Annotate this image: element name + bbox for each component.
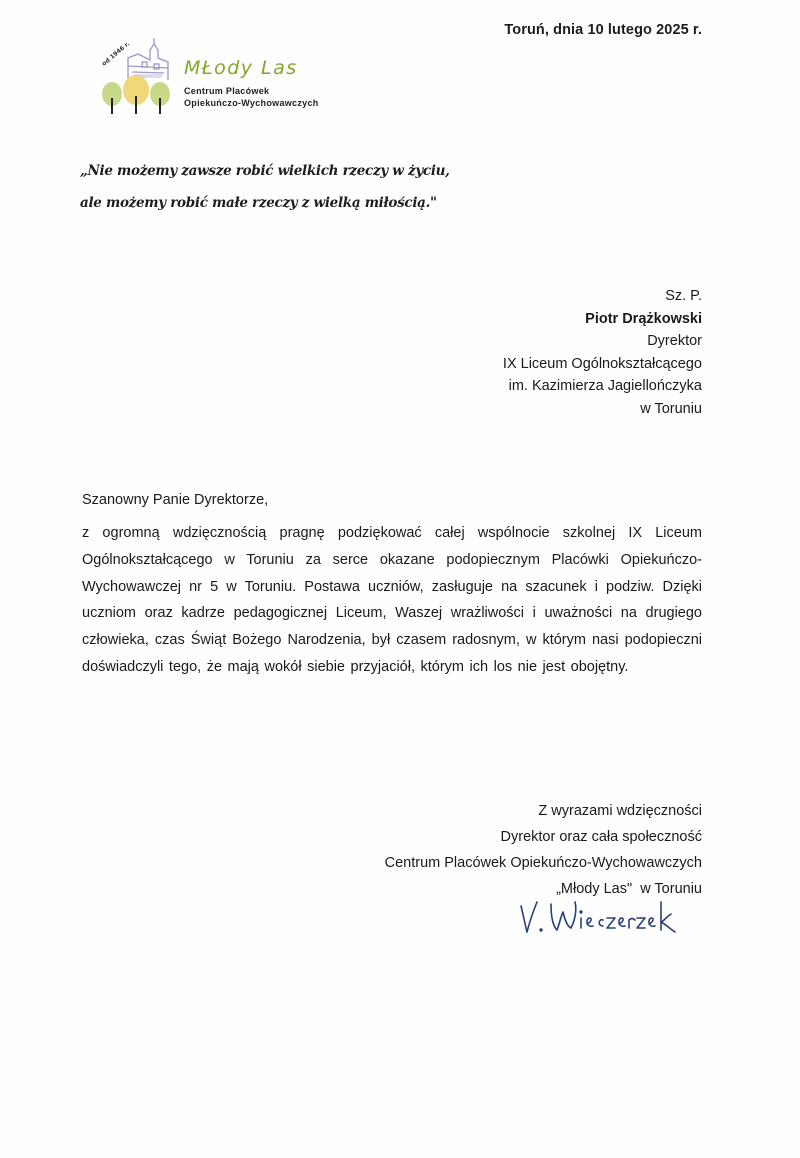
closing-line3: Centrum Placówek Opiekuńczo-Wychowawczych bbox=[384, 855, 702, 871]
letter-salutation: Szanowny Panie Dyrektorze, bbox=[82, 492, 269, 508]
recipient-title: Dyrektor bbox=[647, 333, 702, 349]
logo-name: MŁody Las bbox=[184, 57, 298, 79]
recipient-city: w Toruniu bbox=[640, 400, 702, 417]
recipient-salutation-prefix: Sz. P. bbox=[665, 288, 702, 304]
recipient-institution-line1: IX Liceum Ogólnokształcącego bbox=[502, 355, 702, 372]
letter-date: Toruń, dnia 10 lutego 2025 r. bbox=[504, 22, 702, 38]
organization-logo bbox=[98, 36, 358, 118]
closing-line4: „Młody Las" w Toruniu bbox=[556, 881, 702, 897]
recipient-institution-line2: im. Kazimierza Jagiellończyka bbox=[508, 378, 702, 394]
motto-line1: „Nie możemy zawsze robić wielkich rzeczy w życiu, bbox=[80, 163, 450, 179]
logo-subtitle-line1: Centrum Placówek bbox=[184, 86, 270, 96]
closing-block bbox=[385, 798, 702, 902]
closing-line1: Z wyrazami wdzięczności bbox=[538, 803, 702, 819]
letter-body: z ogromną wdzięcznością pragnę podziękować całej wspólnocie szkolnej IX Liceum Ogólnokształcącego w Toruniu za serce okazane podopiecznym Placówki Opiekuńczo-Wychowawczej nr 5 w Toruniu. Postawa uczniów, zasługuje na szacunek i podziw. Dzięki uczniom oraz kadrze pedagogicznej Liceum, Waszej wrażliwości i uważności na drugiego człowieka, czas Świąt Bożego Narodzenia, był czasem radosnym, w którym nasi podopieczni doświadczyli tego, że mają wokół siebie przyjaciół, którym ich los nie jest obojętny. bbox=[82, 525, 702, 675]
logo-subtitle-line2: Opiekuńczo-Wychowawczych bbox=[184, 98, 319, 108]
svg-text:od 1946 r.: od 1946 r. bbox=[100, 40, 132, 68]
handwritten-signature-icon bbox=[515, 892, 685, 942]
logo-emblem-icon bbox=[98, 36, 178, 118]
recipient-name: Piotr Drążkowski bbox=[585, 310, 702, 327]
motto-line2: ale możemy robić małe rzeczy z wielką miłością." bbox=[80, 195, 437, 211]
closing-line2: Dyrektor oraz cała społeczność bbox=[500, 829, 702, 845]
motto-quote bbox=[80, 155, 450, 219]
recipient-block bbox=[503, 285, 702, 420]
